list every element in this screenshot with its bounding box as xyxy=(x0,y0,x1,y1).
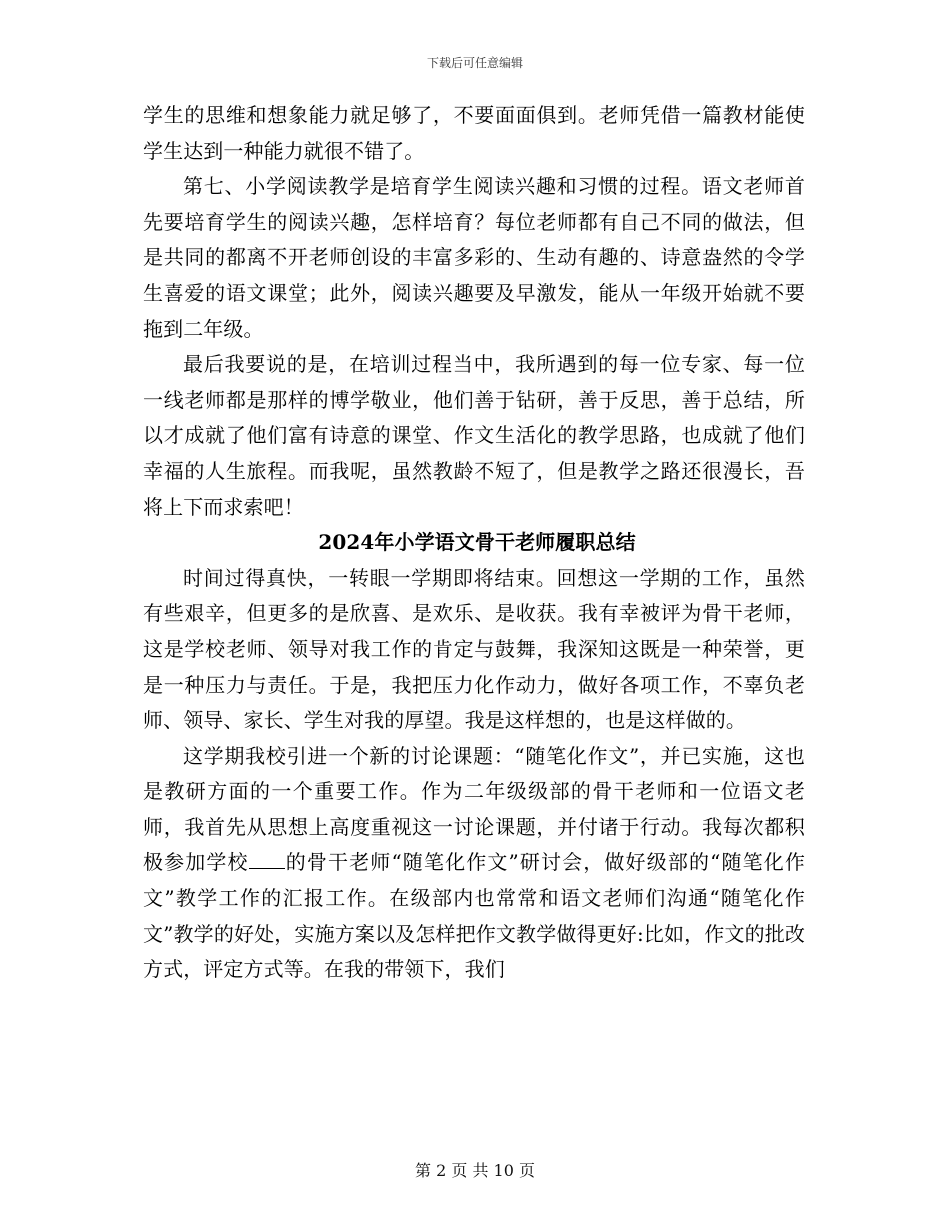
page-footer: 第 2 页 共 10 页 xyxy=(415,1161,535,1180)
paragraph-2: 第七、小学阅读教学是培育学生阅读兴趣和习惯的过程。语文老师首先要培育学生的阅读兴趣，怎样培育？每位老师都有自己不同的做法，但是共同的都离不开老师创设的丰富多彩的、生动有趣的、诗意盎然的令学生喜爱的语文课堂；此外，阅读兴趣要及早激发，能从一年级开始就不要拖到二年级。 xyxy=(143,174,805,341)
paragraph-3: 最后我要说的是，在培训过程当中，我所遇到的每一位专家、每一位一线老师都是那样的博学敬业，他们善于钻研，善于反思，善于总结，所以才成就了他们富有诗意的课堂、作文生活化的教学思路，也成就了他们幸福的人生旅程。而我呢，虽然教龄不短了，但是教学之路还很漫长，吾将上下而求索吧！ xyxy=(143,352,805,519)
page-header: 下载后可任意编辑 xyxy=(426,56,523,70)
document-body xyxy=(143,98,805,988)
paragraph-5-part-1: 这学期我校引进一个新的讨论课题：“随笔化作文”，并已实施，这也是教研方面的一个重要工作。作为二年级级部的骨干老师和一位语文老师，我首先从思想上高度重视这一讨论课题，并付诸于行动。我每次都积极参加学校 xyxy=(143,743,805,875)
fill-in-blank xyxy=(249,850,285,869)
paragraph-5-part-2: 的骨干老师“随笔化作文”研讨会，做好级部的“随笔化作文”教学工作的汇报工作。在级部内也常常和语文老师们沟通“随笔化作文”教学的好处，实施方案以及怎样把作文教学做得更好:比如，作文的批改方式，评定方式等。在我的带领下，我们 xyxy=(143,850,805,982)
section-title: 2024年小学语文骨干老师履职总结 xyxy=(318,530,636,555)
paragraph-4: 时间过得真快，一转眼一学期即将结束。回想这一学期的工作，虽然有些艰辛，但更多的是欣喜、是欢乐、是收获。我有幸被评为骨干老师，这是学校老师、领导对我工作的肯定与鼓舞，我深知这既是一种荣誉，更是一种压力与责任。于是，我把压力化作动力，做好各项工作，不辜负老师、领导、家长、学生对我的厚望。我是这样想的，也是这样做的。 xyxy=(143,565,805,733)
paragraph-5 xyxy=(143,739,805,988)
paragraph-1: 学生的思维和想象能力就足够了，不要面面俱到。老师凭借一篇教材能使学生达到一种能力就很不错了。 xyxy=(143,103,805,163)
